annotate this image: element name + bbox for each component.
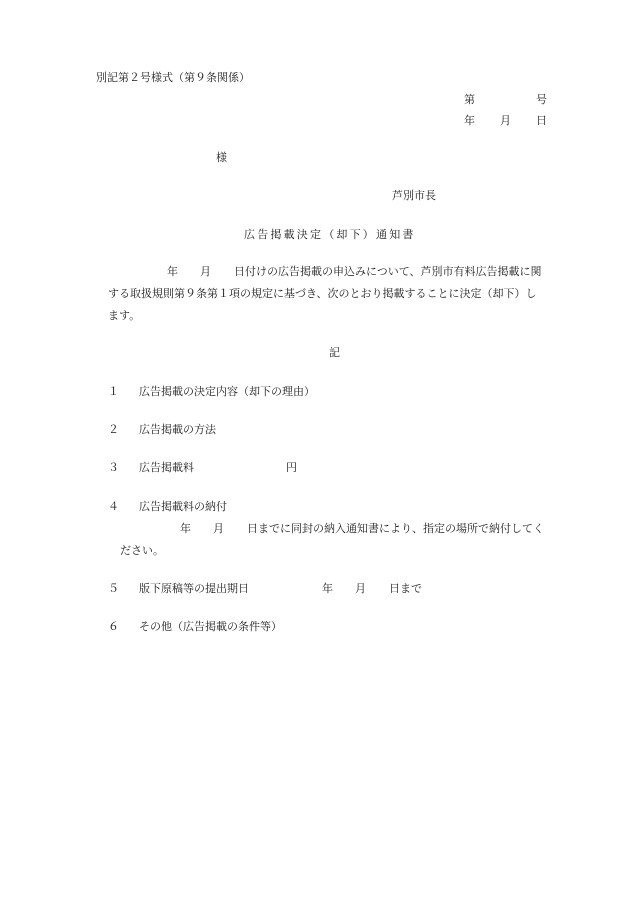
- item-5: [108, 583, 249, 594]
- item-label: 広告掲載料: [139, 461, 194, 474]
- item-number: ６: [108, 620, 119, 633]
- item-4-line: [180, 523, 544, 534]
- item-number: ５: [108, 582, 119, 595]
- body-line-1-rest: 日付けの広告掲載の申込みについて、芦別市有料広告掲載に関: [234, 265, 542, 278]
- item-label: 広告掲載の方法: [139, 423, 216, 436]
- ki-heading: 記: [329, 346, 340, 359]
- body-line-1: [167, 266, 542, 277]
- body-year: 年: [167, 265, 178, 278]
- document-title: 広告掲載決定（却下）通知書: [244, 228, 416, 241]
- item-4-month: 月: [213, 522, 224, 535]
- addressee-suffix: 様: [216, 151, 227, 164]
- item-number: ４: [108, 500, 119, 513]
- item-number: ３: [108, 461, 119, 474]
- item-label: その他（広告掲載の条件等）: [139, 620, 282, 633]
- doc-number-suffix: 号: [536, 93, 547, 106]
- item-5-month: 月: [355, 582, 366, 595]
- body-line-2: する取扱規則第９条第１項の規定に基づき、次のとおり掲載することに決定（却下）し: [108, 287, 537, 300]
- item-label: 広告掲載料の納付: [139, 500, 227, 513]
- date-year: 年: [464, 114, 475, 127]
- item-4-cont: ださい。: [120, 544, 164, 557]
- item-2: [108, 424, 216, 435]
- issuer: 芦別市長: [392, 189, 436, 202]
- item-6: [108, 621, 282, 632]
- item-5-year: 年: [322, 582, 333, 595]
- item-number: ２: [108, 423, 119, 436]
- date-month: 月: [500, 114, 511, 127]
- item-3-unit: 円: [286, 461, 297, 474]
- form-label: 別記第２号様式（第９条関係）: [96, 71, 250, 84]
- item-label: 版下原稿等の提出期日: [139, 582, 249, 595]
- item-label: 広告掲載の決定内容（却下の理由）: [139, 385, 315, 398]
- item-5-rest: 日まで: [389, 582, 422, 595]
- body-month: 月: [200, 265, 211, 278]
- date-day: 日: [536, 114, 547, 127]
- item-4-year: 年: [180, 522, 191, 535]
- item-5-date: [322, 583, 422, 594]
- doc-number-prefix: 第: [464, 93, 475, 106]
- item-3: [108, 462, 194, 473]
- item-1: [108, 386, 315, 397]
- item-4: [108, 501, 227, 512]
- item-4-rest: 日までに同封の納入通知書により、指定の場所で納付してく: [247, 522, 544, 535]
- body-line-3: ます。: [108, 309, 141, 322]
- item-number: １: [108, 385, 119, 398]
